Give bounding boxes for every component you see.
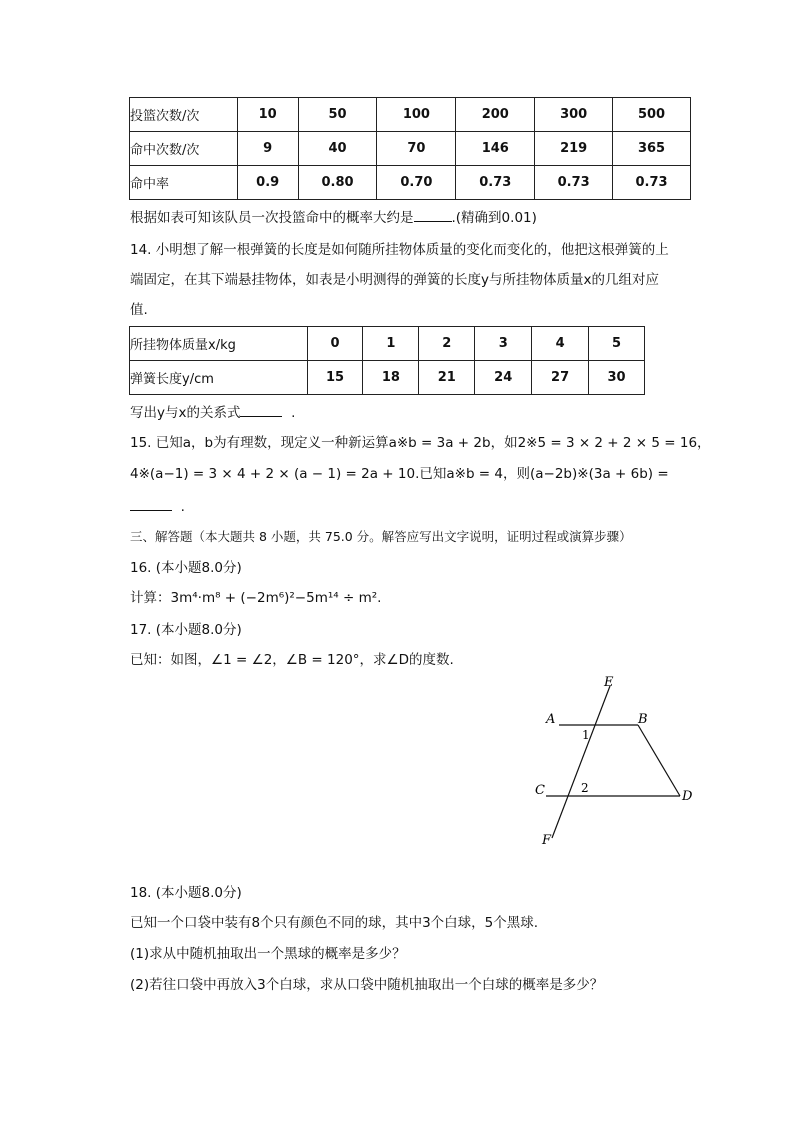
table-cell: 30: [589, 361, 645, 395]
table-row: [130, 361, 645, 395]
table-cell: 0.70: [377, 166, 456, 200]
label-b: B: [638, 712, 648, 727]
q18-line1: 已知一个口袋中装有8个只有颜色不同的球，其中3个白球，5个黑球.: [130, 915, 539, 931]
answer-blank[interactable]: [414, 208, 452, 222]
table-cell: 219: [535, 132, 613, 166]
q18-head: 18. (本小题8.0分): [130, 885, 242, 901]
table-cell: 4: [532, 327, 589, 361]
table-cell: 40: [298, 132, 377, 166]
table-cell: 500: [613, 98, 691, 132]
table-row: [130, 132, 691, 166]
table-cell: 15: [307, 361, 363, 395]
table-row: [130, 166, 691, 200]
table-cell: 0.9: [237, 166, 298, 200]
q16-head: 16. (本小题8.0分): [130, 560, 242, 576]
q13-text: 根据如表可知该队员一次投篮命中的概率大约是: [130, 210, 414, 226]
row-label: 弹簧长度y/cm: [130, 361, 308, 395]
label-a: A: [546, 712, 556, 727]
segment-bd: [638, 725, 680, 796]
label-d: D: [682, 789, 693, 804]
q15-line3: [130, 497, 185, 516]
row-label: 所挂物体质量x/kg: [130, 327, 308, 361]
table-cell: 300: [535, 98, 613, 132]
label-c: C: [535, 783, 545, 798]
table-cell: 18: [363, 361, 419, 395]
q16-body: 计算：3m⁴·m⁸ + (−2m⁶)²−5m¹⁴ ÷ m².: [130, 590, 382, 606]
table-cell: 0.80: [298, 166, 377, 200]
table-cell: 27: [532, 361, 589, 395]
section-heading: 三、解答题（本大题共 8 小题，共 75.0 分。解答应写出文字说明，证明过程或演算步骤）: [130, 529, 632, 544]
table-cell: 21: [419, 361, 475, 395]
q13-tail: [130, 208, 537, 227]
shooting-table: [129, 97, 691, 200]
q18-line3: (2)若往口袋中再放入3个白球，求从口袋中随机抽取出一个白球的概率是多少？: [130, 977, 604, 993]
table-cell: 5: [589, 327, 645, 361]
answer-blank[interactable]: [240, 403, 282, 417]
table-cell: 146: [456, 132, 535, 166]
row-label: 命中率: [130, 166, 238, 200]
q15-line1: 15. 已知a，b为有理数，现定义一种新运算a※b = 3a + 2b，如2※5 = 3 × 2 + 2 × 5 = 16，: [130, 435, 711, 451]
q14-line3: 值.: [130, 302, 148, 318]
table-cell: 365: [613, 132, 691, 166]
table-cell: 50: [298, 98, 377, 132]
row-label: 命中次数/次: [130, 132, 238, 166]
q14-ask-end: .: [291, 405, 296, 421]
q14-ask-text: 写出y与x的关系式: [130, 405, 241, 421]
q14-line1: 14. 小明想了解一根弹簧的长度是如何随所挂物体质量的变化而变化的，他把这根弹簧的上: [130, 242, 669, 258]
angle-label-2: 2: [581, 781, 589, 795]
table-cell: 10: [237, 98, 298, 132]
table-cell: 100: [377, 98, 456, 132]
table-row: [130, 327, 645, 361]
table-cell: 0.73: [535, 166, 613, 200]
q14-line2: 端固定，在其下端悬挂物体，如表是小明测得的弹簧的长度y与所挂物体质量x的几组对应: [130, 272, 659, 288]
table-cell: 200: [456, 98, 535, 132]
table-cell: 0.73: [456, 166, 535, 200]
table-row: [130, 98, 691, 132]
table-cell: 70: [377, 132, 456, 166]
transversal-line-ef: [552, 686, 610, 838]
q14-ask: [130, 403, 295, 422]
q13-precision: .(精确到0.01): [451, 210, 537, 226]
label-f: F: [542, 833, 552, 848]
table-cell: 9: [237, 132, 298, 166]
table-cell: 1: [363, 327, 419, 361]
spring-table: [129, 326, 645, 395]
table-cell: 3: [475, 327, 532, 361]
q17-body: 已知：如图，∠1 = ∠2，∠B = 120°，求∠D的度数.: [130, 652, 454, 668]
table-cell: 0.73: [613, 166, 691, 200]
label-e: E: [604, 675, 614, 690]
q15-line2: 4※(a−1) = 3 × 4 + 2 × (a − 1) = 2a + 10.已知a※b = 4，则(a−2b)※(3a + 6b) =: [130, 466, 669, 482]
table-cell: 24: [475, 361, 532, 395]
table-cell: 2: [419, 327, 475, 361]
q18-line2: (1)求从中随机抽取出一个黑球的概率是多少？: [130, 946, 406, 962]
q15-end: .: [180, 499, 185, 515]
row-label: 投篮次数/次: [130, 98, 238, 132]
table-cell: 0: [307, 327, 363, 361]
angle-label-1: 1: [582, 728, 590, 742]
answer-blank[interactable]: [130, 497, 172, 511]
geometry-figure: [530, 672, 710, 852]
q17-head: 17. (本小题8.0分): [130, 622, 242, 638]
